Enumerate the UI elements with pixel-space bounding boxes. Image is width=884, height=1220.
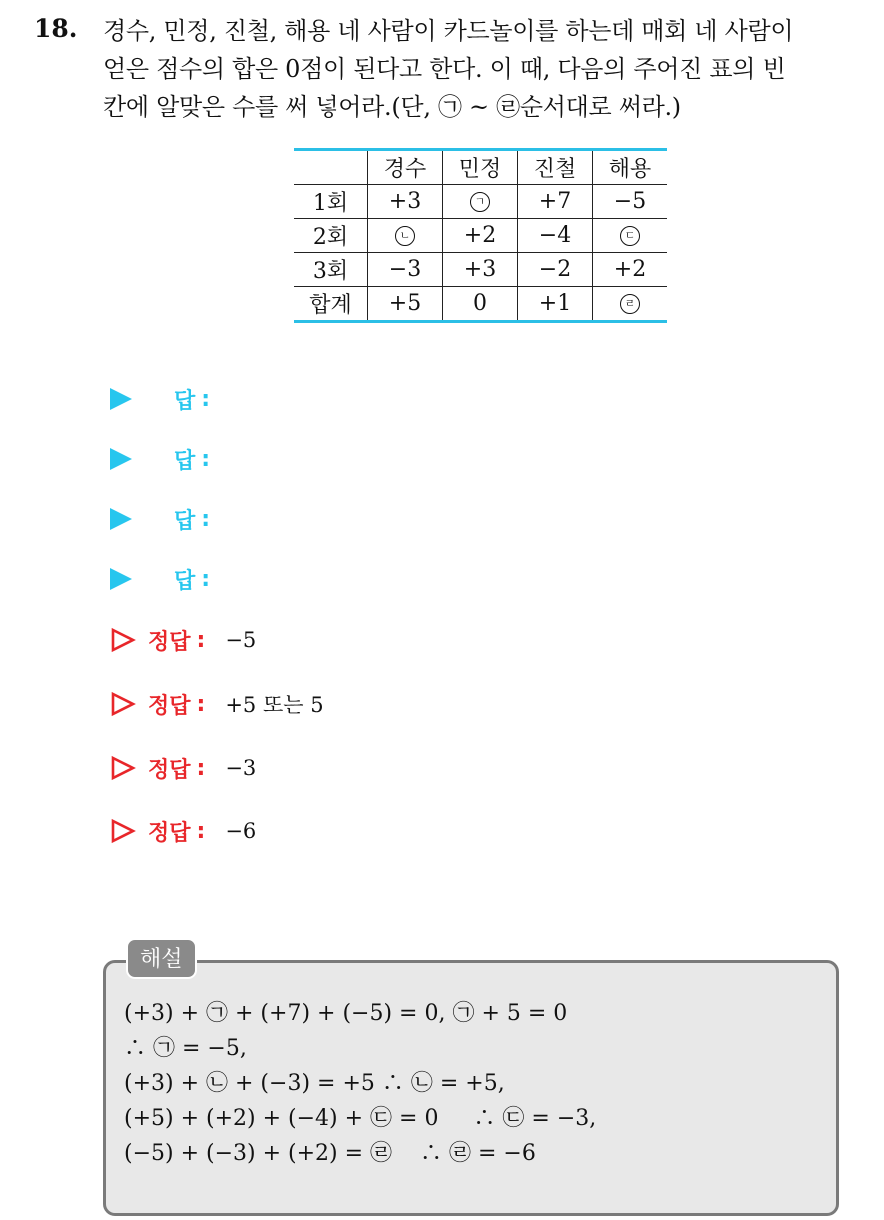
table-cell: +2 bbox=[593, 253, 668, 287]
answer-label: 답 bbox=[174, 508, 196, 534]
outline-triangle-icon bbox=[110, 818, 136, 844]
answer-key-value: −3 bbox=[225, 756, 257, 780]
play-arrow-icon bbox=[110, 448, 132, 470]
table-cell: +3 bbox=[443, 253, 518, 287]
table-header-cell: 경수 bbox=[368, 150, 443, 185]
answer-key-row-1 bbox=[110, 625, 256, 655]
explanation-line: (−5) + (−3) + (+2) = ㉣ ∴ ㉣ = −6 bbox=[124, 1141, 536, 1166]
question-line: 칸에 알맞은 수를 써 넣어라.(단, ㉠ ~ ㉣순서대로 써라.) bbox=[103, 93, 681, 121]
answer-colon: : bbox=[201, 506, 211, 532]
table-row bbox=[294, 219, 667, 253]
blank-marker-nieun: ㄴ bbox=[395, 226, 415, 246]
explanation-tag: 해설 bbox=[126, 938, 197, 979]
answer-key-value: −6 bbox=[225, 819, 257, 843]
blank-marker-rieul: ㄹ bbox=[620, 294, 640, 314]
answer-colon: : bbox=[201, 446, 211, 472]
play-arrow-icon bbox=[110, 568, 132, 590]
table-cell: +7 bbox=[518, 185, 593, 219]
answer-row-3[interactable] bbox=[110, 504, 210, 534]
blank-marker-giyeok: ㄱ bbox=[470, 192, 490, 212]
outline-triangle-icon bbox=[110, 755, 136, 781]
question-line: 경수, 민정, 진철, 해용 네 사람이 카드놀이를 하는데 매회 네 사람이 bbox=[103, 17, 794, 45]
outline-triangle-icon bbox=[110, 691, 136, 717]
outline-triangle-icon bbox=[110, 627, 136, 653]
answer-key-row-2 bbox=[110, 689, 324, 719]
play-arrow-icon bbox=[110, 388, 132, 410]
answer-key-label: 정답 bbox=[148, 629, 191, 655]
answer-key-label: 정답 bbox=[148, 820, 191, 846]
explanation-line: ∴ ㉠ = −5, bbox=[124, 1036, 247, 1061]
table-cell: −5 bbox=[593, 185, 668, 219]
answer-label: 답 bbox=[174, 448, 196, 474]
table-cell: −3 bbox=[368, 253, 443, 287]
play-arrow-icon bbox=[110, 508, 132, 530]
answer-label: 답 bbox=[174, 388, 196, 414]
answer-row-1[interactable] bbox=[110, 384, 210, 414]
answer-key-row-3 bbox=[110, 753, 256, 783]
answer-row-2[interactable] bbox=[110, 444, 210, 474]
question-line: 얻은 점수의 합은 0점이 된다고 한다. 이 때, 다음의 주어진 표의 빈 bbox=[103, 55, 786, 83]
answer-key-colon: : bbox=[196, 755, 206, 781]
table-cell bbox=[593, 219, 668, 253]
table-row bbox=[294, 287, 667, 322]
table-header-cell: 진철 bbox=[518, 150, 593, 185]
answer-colon: : bbox=[201, 566, 211, 592]
explanation-line: (+5) + (+2) + (−4) + ㉢ = 0 ∴ ㉢ = −3, bbox=[124, 1106, 597, 1131]
explanation-line: (+3) + ㉠ + (+7) + (−5) = 0, ㉠ + 5 = 0 bbox=[124, 1001, 568, 1026]
score-table bbox=[294, 148, 667, 323]
table-cell: 2회 bbox=[294, 219, 368, 253]
table-cell: +1 bbox=[518, 287, 593, 322]
table-cell bbox=[593, 287, 668, 322]
table-row bbox=[294, 253, 667, 287]
explanation-content bbox=[124, 996, 596, 1171]
blank-marker-digeut: ㄷ bbox=[620, 226, 640, 246]
answer-key-label: 정답 bbox=[148, 757, 191, 783]
table-cell: 합계 bbox=[294, 287, 368, 322]
table-cell bbox=[443, 185, 518, 219]
answer-key-value: +5 또는 5 bbox=[225, 693, 324, 717]
table-row bbox=[294, 185, 667, 219]
question-text bbox=[103, 12, 863, 126]
answer-key-colon: : bbox=[196, 627, 206, 653]
table-cell: −2 bbox=[518, 253, 593, 287]
table-header-cell: 해용 bbox=[593, 150, 668, 185]
table-cell bbox=[368, 219, 443, 253]
table-header-row bbox=[294, 150, 667, 185]
answer-key-colon: : bbox=[196, 818, 206, 844]
question-number: 18. bbox=[34, 14, 78, 43]
answer-key-colon: : bbox=[196, 691, 206, 717]
table-cell: +5 bbox=[368, 287, 443, 322]
explanation-line: (+3) + ㉡ + (−3) = +5 ∴ ㉡ = +5, bbox=[124, 1071, 505, 1096]
table-header-cell: 민정 bbox=[443, 150, 518, 185]
table-cell: −4 bbox=[518, 219, 593, 253]
table-cell: +2 bbox=[443, 219, 518, 253]
answer-key-value: −5 bbox=[225, 628, 257, 652]
table-cell: 1회 bbox=[294, 185, 368, 219]
answer-row-4[interactable] bbox=[110, 564, 210, 594]
table-cell: 0 bbox=[443, 287, 518, 322]
answer-key-label: 정답 bbox=[148, 693, 191, 719]
table-header-cell bbox=[294, 150, 368, 185]
table-cell: +3 bbox=[368, 185, 443, 219]
answer-label: 답 bbox=[174, 568, 196, 594]
answer-colon: : bbox=[201, 386, 211, 412]
table-cell: 3회 bbox=[294, 253, 368, 287]
answer-key-row-4 bbox=[110, 816, 256, 846]
